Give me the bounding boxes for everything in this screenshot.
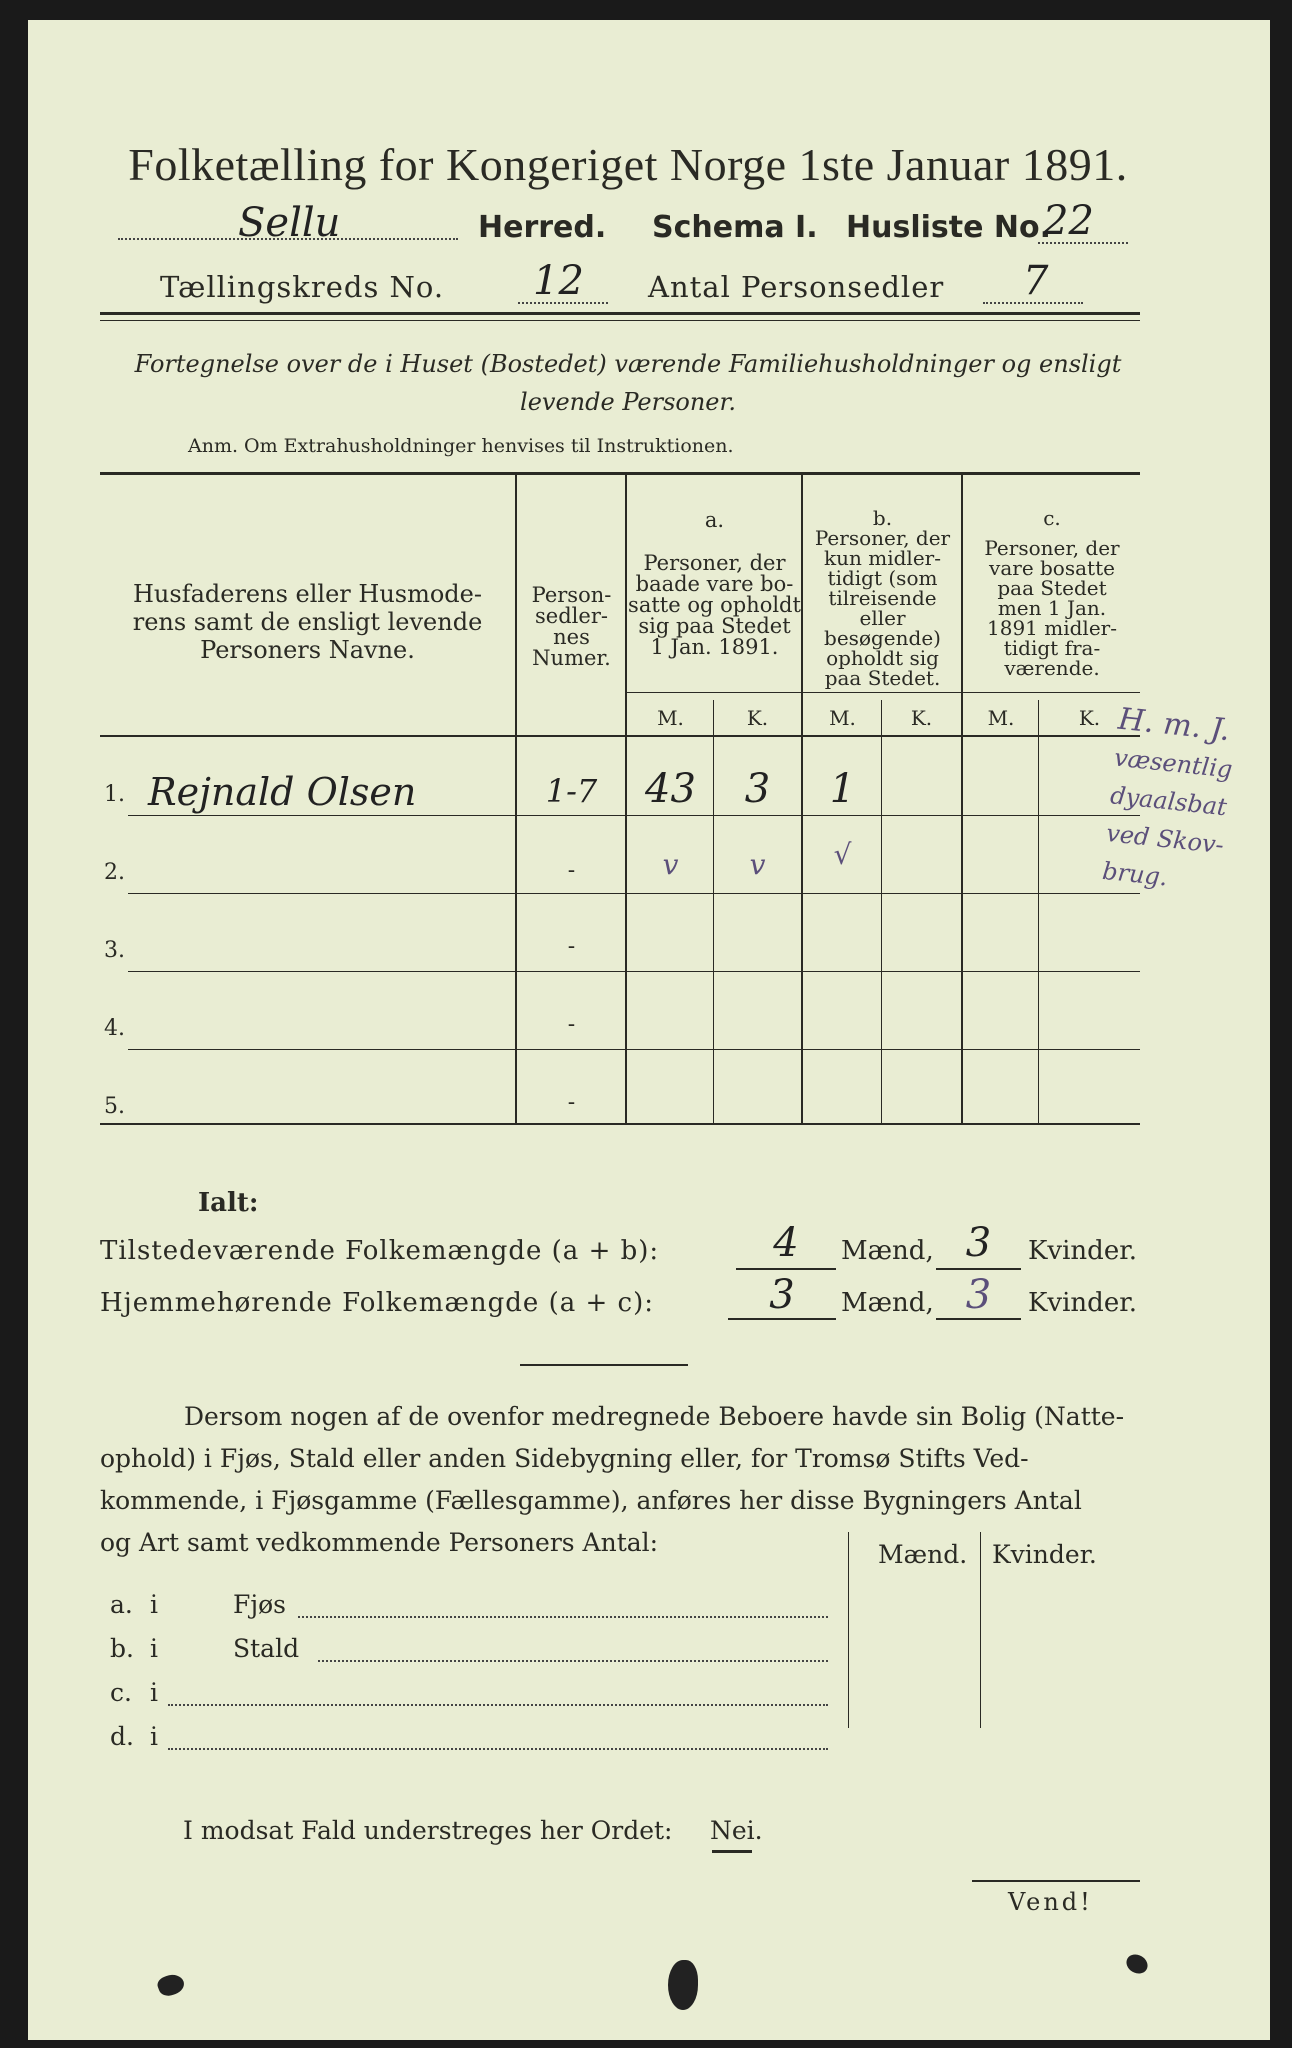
a-m-label: M. [657, 706, 684, 730]
bolig-item-d-letter: d. [110, 1722, 134, 1751]
tilst-kvinder: Kvinder. [1028, 1236, 1138, 1266]
col-a-header: a. Personer, der baade vare bo- satte og opholdt sig paa Stedet 1 Jan. 1891. [628, 508, 801, 659]
bolig-item-c-letter: c. [110, 1678, 132, 1707]
bolig-divider-1 [848, 1532, 849, 1728]
col-num-header: Person- sedler- nes Numer. [531, 583, 612, 670]
b-m-label: M. [829, 706, 856, 730]
row-rule-4 [128, 1049, 1140, 1050]
intro-line-1: Fortegnelse over de i Huset (Bostedet) værende Familiehusholdninger og ensligt [134, 350, 1122, 378]
col-divider-a [625, 475, 627, 1123]
col-c-header: c. Personer, der vare bosatte paa Stedet men 1 Jan. 1891 midler- tidigt fra- værende. [984, 506, 1120, 680]
modsat-label: I modsat Fald understreges her Ordet: [183, 1816, 673, 1845]
nei-word: Nei. [710, 1816, 763, 1845]
tilst-label: Tilstedeværende Folkemængde (a + b): [100, 1236, 660, 1266]
herred-label: Herred. [478, 210, 607, 245]
bolig-item-b-dots [318, 1660, 828, 1662]
vend-rule [972, 1880, 1140, 1882]
antal-label: Antal Personsedler [648, 270, 945, 304]
hjem-m-value: 3 [769, 1272, 795, 1318]
row-2-num: - [567, 858, 576, 883]
tilst-m-line [736, 1268, 836, 1270]
col-divider-b [801, 475, 803, 1123]
bolig-paragraph: Dersom nogen af de ovenfor medregnede Beboere havde sin Bolig (Natte- ophold) i Fjøs, Stald eller anden Sidebygning eller, for Tromsø Stifts Ved- kommende, i Fjøsgamme (Fællesgamme), anføres her disse Bygningers Antal og Art samt vedkommende Personers Antal: [100, 1402, 1125, 1557]
row-5-number: 5. [104, 1094, 125, 1119]
col-divider-c [961, 475, 963, 1123]
section-divider [520, 1364, 688, 1366]
mk-rule [625, 692, 1140, 693]
table-top-rule [100, 472, 1140, 475]
row-5-num: - [567, 1090, 576, 1115]
row-rule-1 [128, 815, 1140, 816]
bolig-item-c-i: i [150, 1678, 158, 1707]
anm-note: Anm. Om Extrahusholdninger henvises til Instruktionen. [188, 435, 734, 457]
row-2-number: 2. [104, 860, 125, 885]
bolig-item-a-letter: a. [110, 1590, 133, 1619]
bolig-item-a-dots [298, 1616, 828, 1618]
husliste-value: 22 [1043, 198, 1094, 244]
col-divider-b-mk [881, 700, 882, 1123]
hjem-k-line [936, 1318, 1021, 1320]
row-1-num: 1-7 [545, 772, 598, 810]
intro-line-2: levende Personer. [520, 388, 736, 416]
col-divider-a-mk [713, 700, 714, 1123]
hjem-label: Hjemmehørende Folkemængde (a + c): [100, 1288, 654, 1318]
c-k-label: K. [1078, 706, 1101, 730]
bolig-divider-2 [980, 1532, 981, 1728]
ialt-label: Ialt: [198, 1188, 259, 1218]
kreds-value: 12 [533, 258, 584, 304]
a-k-label: K. [746, 706, 769, 730]
row-2-a-m: v [662, 848, 679, 881]
table-head-rule [100, 735, 1140, 737]
margin-note: H. m. J. væsentlig dyaalsbat ved Skov- brug. [1101, 701, 1234, 892]
col-name-header: Husfaderens eller Husmode- rens samt de ensligt levende Personers Navne. [132, 580, 483, 664]
bolig-kvinder-col: Kvinder. [992, 1540, 1097, 1569]
bolig-item-a-label: Fjøs [233, 1590, 286, 1619]
nei-underline [712, 1850, 752, 1853]
row-rule-3 [128, 971, 1140, 972]
bolig-item-b-i: i [150, 1634, 158, 1663]
header-rule-thick [100, 312, 1140, 315]
kreds-label: Tællingskreds No. [160, 270, 445, 304]
bolig-item-d-i: i [150, 1722, 158, 1751]
row-1-a-m: 43 [645, 766, 696, 812]
row-3-number: 3. [104, 938, 125, 963]
b-k-label: K. [910, 706, 933, 730]
c-m-label: M. [987, 706, 1015, 730]
row-1-number: 1. [104, 782, 125, 807]
row-2-a-k: v [749, 848, 766, 881]
bolig-item-c-dots [168, 1704, 828, 1706]
header-rule-thin [100, 320, 1140, 321]
tilst-maend: Mænd, [841, 1236, 934, 1266]
row-2-b-m: √ [833, 838, 852, 871]
schema-label: Schema I. [652, 210, 818, 245]
table-bottom-rule [100, 1123, 1140, 1125]
row-1-a-k: 3 [744, 766, 771, 812]
row-3-num: - [567, 934, 576, 959]
tilst-k-value: 3 [965, 1220, 992, 1266]
bolig-item-b-label: Stald [233, 1634, 300, 1663]
bolig-item-d-dots [168, 1748, 828, 1750]
col-divider-c-mk [1038, 700, 1039, 1123]
bottom-ink-mark-right [1123, 1951, 1151, 1978]
row-1-b-m: 1 [829, 766, 856, 812]
row-rule-2 [128, 893, 1140, 894]
col-b-header: b. Personer, der kun midler- tidigt (som tilreisende eller besøgende) opholdt sig paa Stedet. [814, 506, 951, 690]
hjem-kvinder: Kvinder. [1028, 1288, 1138, 1318]
herred-value: Sellu [238, 200, 341, 246]
census-form-page [28, 20, 1270, 2040]
hjem-m-line [728, 1318, 836, 1320]
bottom-ink-mark-left [155, 1971, 186, 1999]
row-4-number: 4. [104, 1016, 125, 1041]
bolig-maend-col: Mænd. [878, 1540, 968, 1569]
hjem-k-value: 3 [965, 1272, 992, 1318]
vend-label: Vend! [1008, 1888, 1093, 1916]
hjem-maend: Mænd, [841, 1288, 934, 1318]
bottom-ink-mark-center [668, 1960, 698, 2010]
antal-value: 7 [1023, 258, 1049, 304]
husliste-label: Husliste No. [846, 210, 1051, 245]
bolig-item-a-i: i [150, 1590, 158, 1619]
row-4-num: - [567, 1012, 576, 1037]
tilst-k-line [936, 1268, 1021, 1270]
col-divider-num [515, 475, 517, 1123]
bolig-item-b-letter: b. [110, 1634, 134, 1663]
row-1-name: Rejnald Olsen [148, 770, 417, 814]
tilst-m-value: 4 [773, 1220, 799, 1266]
form-title: Folketælling for Kongeriget Norge 1ste Januar 1891. [128, 139, 1128, 190]
